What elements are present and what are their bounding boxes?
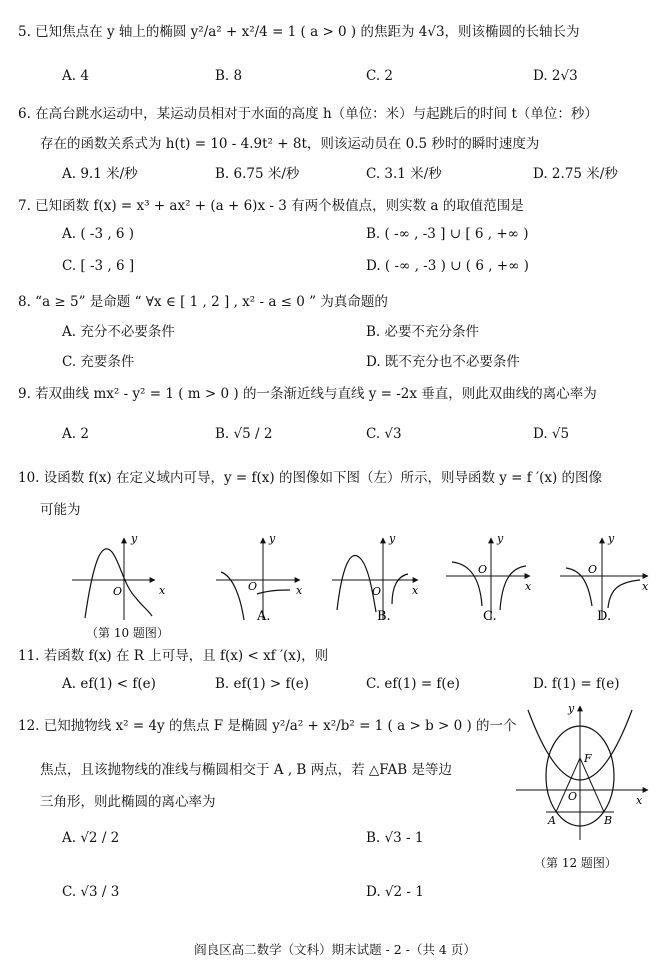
q6-option-a: A. 9.1 米/秒 [62, 166, 138, 182]
q7-option-c: C. [ -3 , 6 ] [62, 258, 135, 274]
q10-label-d: D. [597, 609, 612, 624]
q6-option-b: B. 6.75 米/秒 [215, 166, 300, 182]
q11-option-c: C. ef(1) = f(e) [366, 676, 460, 692]
q5-stem: 5. 已知焦点在 y 轴上的椭圆 y²/a² + x²/4 = 1 ( a > 0 ) 的焦距为 4√3，则该椭圆的长轴长为 [18, 24, 580, 40]
q12-x-label: x [636, 794, 643, 807]
q8-option-a: A. 充分不必要条件 [62, 324, 175, 340]
q10-a-y-label: y [269, 532, 276, 545]
q10-b-y-label: y [389, 532, 396, 545]
q12-option-b: B. √3 - 1 [366, 830, 424, 846]
q10-c-y-label: y [497, 532, 504, 545]
q9-stem: 9. 若双曲线 mx² - y² = 1 ( m > 0 ) 的一条渐近线与直线 y = -2x 垂直，则此双曲线的离心率为 [18, 386, 597, 402]
q8-option-b: B. 必要不充分条件 [366, 324, 480, 340]
q12-option-a: A. √2 / 2 [62, 830, 120, 846]
q6-stem-line1: 6. 在高台跳水运动中，某运动员相对于水面的高度 h（单位：米）与起跳后的时间 t（单位：秒） [18, 106, 598, 122]
q10-d-y-label: y [608, 532, 615, 545]
q10-label-b: B. [377, 609, 391, 624]
q12-y-label: y [568, 702, 575, 715]
q5-option-a: A. 4 [62, 68, 89, 84]
q9-option-d: D. √5 [533, 426, 570, 442]
q5-option-b: B. 8 [215, 68, 243, 84]
q7-stem: 7. 已知函数 f(x) = x³ + ax² + (a + 6)x - 3 有两个极值点，则实数 a 的取值范围是 [18, 198, 524, 214]
q10-stem-line2: 可能为 [40, 502, 81, 518]
q12-option-c: C. √3 / 3 [62, 884, 120, 900]
q7-option-a: A. ( -3 , 6 ) [62, 226, 135, 242]
q11-option-d: D. f(1) = f(e) [533, 676, 620, 692]
q10-label-c: C. [483, 609, 497, 624]
q8-stem: 8. “a ≥ 5” 是命题 “ ∀x ∈ [ 1 , 2 ] , x² - a ≤ 0 ” 为真命题的 [18, 294, 388, 310]
q10-a-origin-label: O [248, 580, 258, 593]
q10-graph-a [216, 532, 303, 620]
q12-b-label: B [604, 814, 613, 827]
q5-option-c: C. 2 [366, 68, 394, 84]
q11-option-a: A. ef(1) < f(e) [62, 676, 156, 692]
q10-graph-c [446, 532, 532, 620]
q10-b-origin-label: O [372, 585, 382, 598]
q7-option-b: B. ( -∞ , -3 ] ∪ [ 6 , +∞ ) [366, 226, 529, 242]
q8-option-c: C. 充要条件 [62, 354, 135, 370]
q11-stem: 11. 若函数 f(x) 在 R 上可导，且 f(x) < xf ′(x)，则 [18, 648, 329, 664]
q11-option-b: B. ef(1) > f(e) [215, 676, 310, 692]
q9-option-b: B. √5 / 2 [215, 426, 273, 442]
q12-stem-line2: 焦点，且该抛物线的准线与椭圆相交于 A , B 两点，若 △FAB 是等边 [40, 762, 452, 778]
q12-caption: （第 12 题图） [534, 856, 617, 870]
q10-d-x-label: x [642, 580, 649, 593]
q6-option-c: C. 3.1 米/秒 [366, 166, 442, 182]
q5-option-d: D. 2√3 [533, 68, 578, 84]
q12-f-label: F [584, 752, 592, 765]
q12-figure [508, 700, 658, 850]
q10-orig-origin-label: O [113, 585, 123, 598]
q12-a-label: A [548, 814, 556, 827]
q10-orig-x-label: x [159, 584, 166, 597]
q12-option-d: D. √2 - 1 [366, 884, 424, 900]
q10-c-origin-label: O [478, 563, 488, 576]
q12-stem-line3: 三角形，则此椭圆的离心率为 [40, 794, 216, 810]
q9-option-c: C. √3 [366, 426, 402, 442]
q10-c-x-label: x [525, 580, 532, 593]
q6-stem-line2: 存在的函数关系式为 h(t) = 10 - 4.9t² + 8t，则该运动员在 0.5 秒时的瞬时速度为 [40, 136, 540, 152]
q10-graph-d [560, 532, 649, 620]
q10-a-x-label: x [296, 584, 303, 597]
q10-b-x-label: x [412, 584, 419, 597]
q12-stem-line1: 12. 已知抛物线 x² = 4y 的焦点 F 是椭圆 y²/a² + x²/b² = 1 ( a > b > 0 ) 的一个 [18, 718, 517, 734]
q10-original-graph [72, 532, 166, 620]
q6-option-d: D. 2.75 米/秒 [533, 166, 618, 182]
q9-option-a: A. 2 [62, 426, 89, 442]
q10-d-origin-label: O [588, 563, 598, 576]
q10-caption: （第 10 题图） [86, 626, 169, 640]
q10-graph-b [332, 532, 419, 620]
page-footer: 阎良区高二数学（文科）期末试题 - 2 -（共 4 页） [194, 942, 476, 957]
q10-label-a: A. [257, 609, 271, 624]
q7-option-d: D. ( -∞ , -3 ) ∪ ( 6 , +∞ ) [366, 258, 529, 274]
q10-orig-y-label: y [131, 532, 138, 545]
q12-origin-label: O [568, 790, 578, 803]
q8-option-d: D. 既不充分也不必要条件 [366, 354, 520, 370]
q10-stem-line1: 10. 设函数 f(x) 在定义域内可导，y = f(x) 的图像如下图（左）所示，则导函数 y = f ′(x) 的图像 [18, 470, 603, 486]
